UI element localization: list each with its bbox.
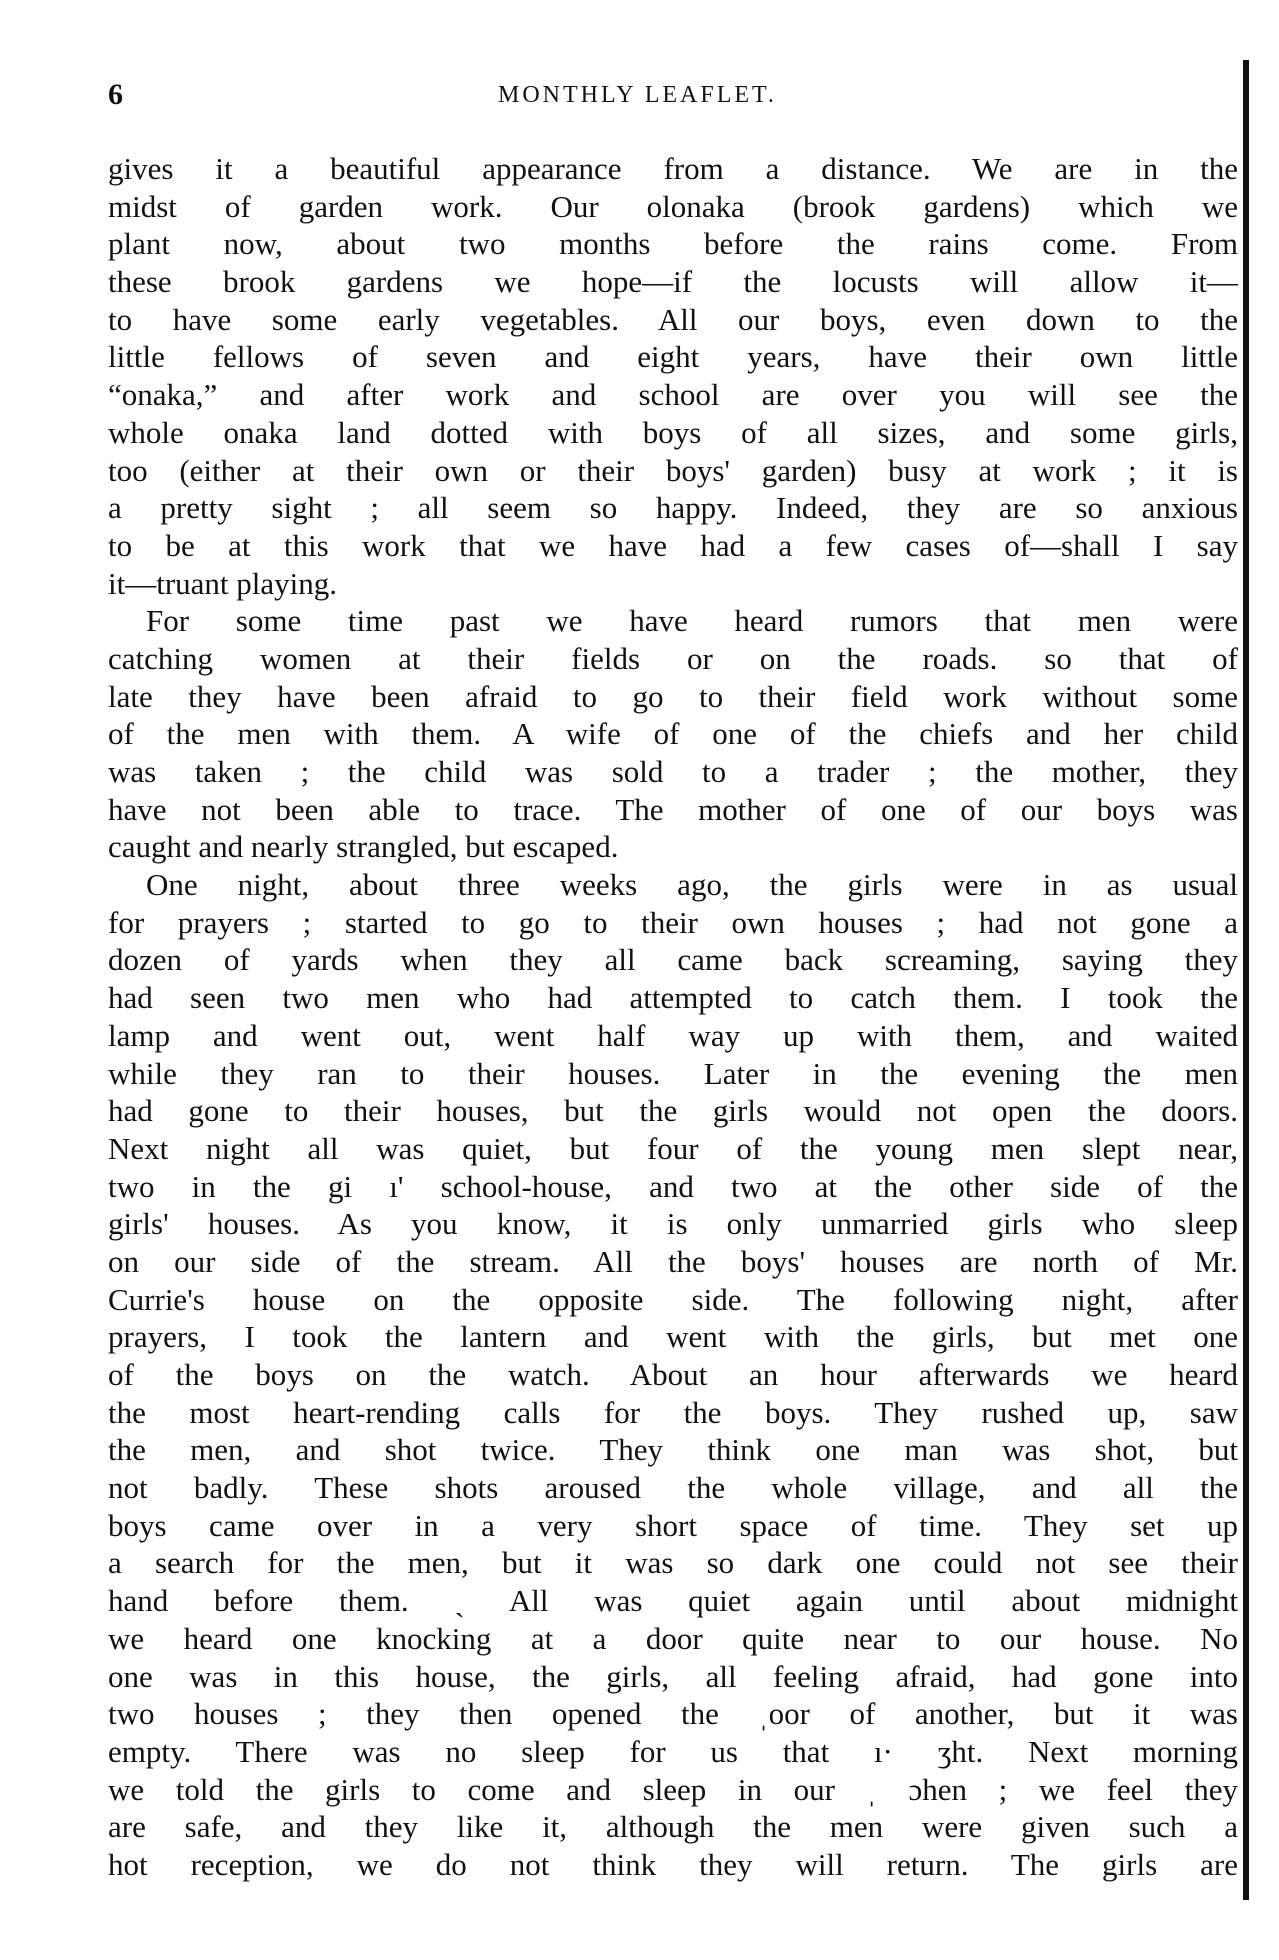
text-line: prayers, I took the lantern and went with the girls, but met one xyxy=(108,1319,1238,1355)
running-head: MONTHLY LEAFLET. xyxy=(498,82,777,108)
text-line: have not been able to trace. The mother of one of our boys was xyxy=(108,791,1238,827)
text-line: to be at this work that we have had a few cases of—shall I say xyxy=(108,527,1238,563)
text-line: hot reception, we do not think they will return. The girls are xyxy=(108,1846,1238,1882)
text-line: these brook gardens we hope—if the locusts will allow it— xyxy=(108,264,1238,300)
text-line: catching women at their fields or on the roads. so that of xyxy=(108,640,1238,676)
text-line: empty. There was no sleep for us that ı· ʒht. Next morning xyxy=(108,1733,1238,1769)
body-text xyxy=(108,150,1238,1884)
text-line: caught and nearly strangled, but escaped. xyxy=(108,829,619,865)
text-line: dozen of yards when they all came back screaming, saying they xyxy=(108,942,1238,978)
text-line: on our side of the stream. All the boys' houses are north of Mr. xyxy=(108,1243,1238,1279)
text-line: not badly. These shots aroused the whole village, and all the xyxy=(108,1470,1238,1506)
text-line: it—truant playing. xyxy=(108,565,338,601)
page-number: 6 xyxy=(108,78,123,111)
text-line: two houses ; they then opened the ˌoor of another, but it was xyxy=(108,1696,1238,1732)
text-line: for prayers ; started to go to their own houses ; had not gone a xyxy=(108,904,1238,940)
text-line: lamp and went out, went half way up with them, and waited xyxy=(108,1017,1238,1053)
text-line: of the men with them. A wife of one of the chiefs and her child xyxy=(108,716,1238,752)
text-line: we told the girls to come and sleep in our ˌ ɔhen ; we feel they xyxy=(108,1771,1238,1807)
text-line: one was in this house, the girls, all feeling afraid, had gone into xyxy=(108,1658,1238,1694)
text-line: to have some early vegetables. All our boys, even down to the xyxy=(108,301,1238,337)
text-line: little fellows of seven and eight years, have their own little xyxy=(108,339,1238,375)
text-line: hand before them. ˎ All was quiet again until about midnight xyxy=(108,1583,1238,1619)
text-line: the most heart-rending calls for the boys. They rushed up, saw xyxy=(108,1394,1238,1430)
text-line: too (either at their own or their boys' garden) busy at work ; it is xyxy=(108,452,1238,488)
text-line: Currie's house on the opposite side. The following night, after xyxy=(108,1281,1238,1317)
text-line: had gone to their houses, but the girls would not open the doors. xyxy=(108,1093,1238,1129)
page-header xyxy=(108,78,1228,118)
text-line: midst of garden work. Our olonaka (brook gardens) which we xyxy=(108,188,1238,224)
text-line: are safe, and they like it, although the men were given such a xyxy=(108,1809,1238,1845)
text-line: while they ran to their houses. Later in the evening the men xyxy=(108,1055,1238,1091)
text-line: plant now, about two months before the rains come. From xyxy=(108,226,1238,262)
text-line: One night, about three weeks ago, the girls were in as usual xyxy=(146,867,1238,903)
text-line: gives it a beautiful appearance from a distance. We are in the xyxy=(108,151,1238,186)
text-line: a pretty sight ; all seem so happy. Indeed, they are so anxious xyxy=(108,490,1238,526)
text-line: “onaka,” and after work and school are over you will see the xyxy=(108,377,1238,413)
binding-shadow-bar xyxy=(1243,60,1249,1900)
text-line: had seen two men who had attempted to catch them. I took the xyxy=(108,980,1238,1016)
text-line: we heard one knocking at a door quite near to our house. No xyxy=(108,1620,1238,1656)
text-line: boys came over in a very short space of time. They set up xyxy=(108,1507,1238,1543)
text-line: late they have been afraid to go to their field work without some xyxy=(108,678,1238,714)
text-line: For some time past we have heard rumors that men were xyxy=(146,603,1238,639)
text-line: girls' houses. As you know, it is only unmarried girls who sleep xyxy=(108,1206,1238,1242)
text-line: whole onaka land dotted with boys of all sizes, and some girls, xyxy=(108,414,1238,450)
text-line: was taken ; the child was sold to a trader ; the mother, they xyxy=(108,754,1238,789)
text-line: the men, and shot twice. They think one man was shot, but xyxy=(108,1432,1238,1468)
text-line: Next night all was quiet, but four of the young men slept near, xyxy=(108,1130,1238,1166)
text-line: of the boys on the watch. About an hour afterwards we heard xyxy=(108,1357,1238,1392)
binding-edge xyxy=(1243,0,1279,1960)
text-line: two in the gi ı' school-house, and two at the other side of the xyxy=(108,1168,1238,1204)
text-line: a search for the men, but it was so dark one could not see their xyxy=(108,1545,1238,1581)
